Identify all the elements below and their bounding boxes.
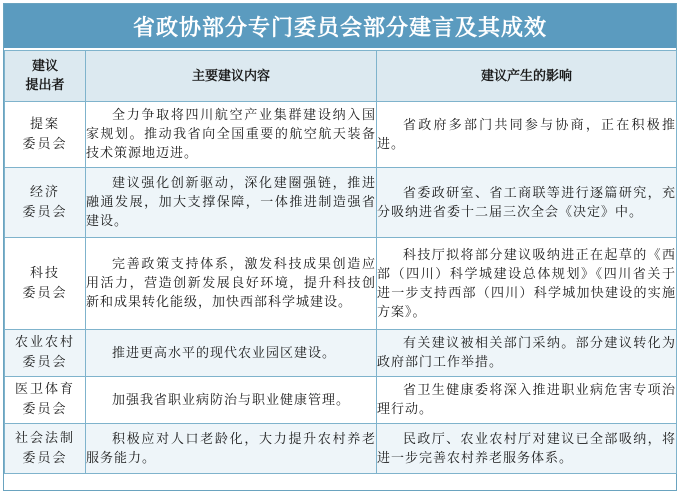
- row-proposer: [5, 168, 86, 238]
- row-proposer-line2: 委员会: [22, 355, 68, 370]
- row-effect-text: 省委政研室、省工商联等进行逐篇研究，充分吸纳进省委十二届三次全会《决定》中。: [377, 185, 676, 220]
- row-content-text: 加强我省职业病防治与职业健康管理。: [112, 392, 351, 408]
- header-proposer: [5, 51, 86, 102]
- row-effect-text: 民政厅、农业农村厅对建议已全部吸纳，将进一步完善农村养老服务体系。: [377, 431, 676, 466]
- row-content-text: 完善政策支持体系，激发科技成果创造应用活力，营造创新发展良好环境，提升科技创新和成果转化能级，加快西部科学城建设。: [86, 257, 376, 310]
- header-proposer-line2: 提出者: [25, 78, 65, 93]
- row-content: [86, 330, 377, 377]
- row-effect: [377, 102, 677, 168]
- row-proposer-line1: 科技: [29, 265, 60, 281]
- row-proposer-line1: 医卫体育: [14, 382, 75, 397]
- table-row: [5, 168, 677, 238]
- row-effect: [377, 424, 677, 474]
- table-frame: [3, 3, 677, 491]
- header-proposer-line1: 建议: [31, 59, 58, 74]
- row-proposer-line1: 社会法制: [14, 430, 75, 446]
- row-content: [86, 424, 377, 474]
- row-content: [86, 377, 377, 424]
- row-proposer-line2: 委员会: [22, 450, 68, 466]
- row-content: [86, 238, 377, 330]
- row-proposer-line1: 农业农村: [14, 335, 75, 350]
- header-content: 主要建议内容: [86, 51, 377, 102]
- row-effect-text: 科技厅拟将部分建议吸纳进正在起草的《西部（四川）科学城建设总体规划》《四川省关于进一步支持西部（四川）科学城加快建设的实施方案》。: [377, 247, 676, 320]
- row-content-text: 积极应对人口老龄化，大力提升农村养老服务能力。: [86, 431, 376, 466]
- row-effect: [377, 377, 677, 424]
- row-effect-text: 省政府多部门共同参与协商，正在积极推进。: [377, 117, 676, 152]
- table-title: 省政协部分专门委员会部分建言及其成效: [4, 4, 676, 48]
- row-proposer-line1: 经济: [29, 184, 60, 200]
- header-effect: 建议产生的影响: [377, 51, 677, 102]
- row-effect: [377, 330, 677, 377]
- row-proposer-line2: 委员会: [22, 285, 68, 301]
- row-content-text: 推进更高水平的现代农业园区建设。: [112, 345, 337, 361]
- row-proposer: [5, 377, 86, 424]
- proposals-table: [4, 50, 677, 474]
- row-effect-text: 省卫生健康委将深入推进职业病危害专项治理行动。: [377, 383, 676, 417]
- row-proposer-line2: 委员会: [22, 402, 68, 417]
- row-content-text: 全力争取将四川航空产业集群建设纳入国家规划。推动我省向全国重要的航空航天装备技术策源地迈进。: [86, 108, 376, 161]
- table-row: [5, 238, 677, 330]
- table-row: [5, 424, 677, 474]
- row-content: [86, 102, 377, 168]
- row-proposer-line2: 委员会: [22, 204, 68, 220]
- row-proposer-line2: 委员会: [22, 136, 68, 152]
- row-proposer-line1: 提案: [29, 116, 60, 132]
- row-proposer: [5, 424, 86, 474]
- table-header-row: [5, 51, 677, 102]
- row-proposer: [5, 102, 86, 168]
- row-effect-text: 有关建议被相关部门采纳。部分建议转化为政府部门工作举措。: [377, 336, 676, 370]
- table-row: [5, 330, 677, 377]
- row-effect: [377, 168, 677, 238]
- row-effect: [377, 238, 677, 330]
- table-row: [5, 377, 677, 424]
- row-content: [86, 168, 377, 238]
- table-row: [5, 102, 677, 168]
- row-content-text: 建议强化创新驱动，深化建圈强链，推进融通发展，加大支撑保障，一体推进制造强省建设。: [86, 176, 376, 229]
- row-proposer: [5, 238, 86, 330]
- row-proposer: [5, 330, 86, 377]
